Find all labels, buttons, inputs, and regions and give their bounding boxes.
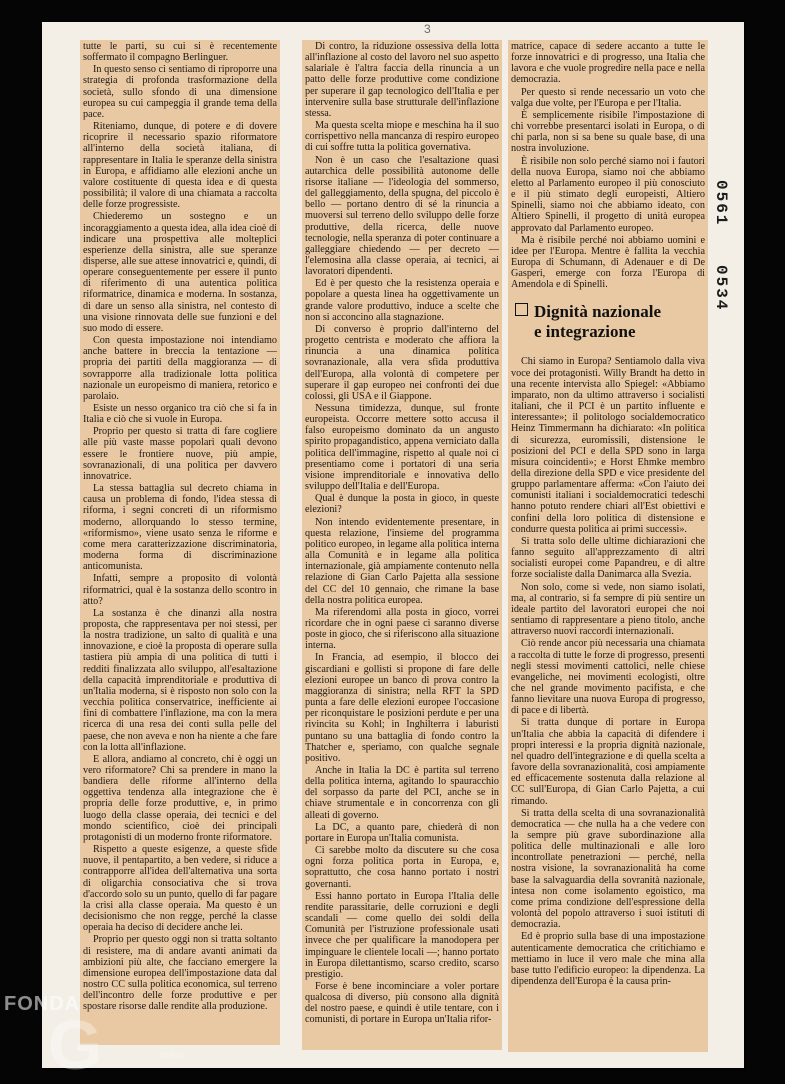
article-paragraph: tutte le parti, su cui si è recentemente soffermato il compagno Berlinguer. <box>83 41 277 64</box>
article-paragraph: Ma è risibile perché noi abbiamo uomini e idee per l'Europa. Mentre è fallita la vecchia Europa di Schumann, di Adenauer e di De Gasperi, emerge con forza l'Europa di Amendola e di Spinelli. <box>511 234 705 291</box>
article-paragraph: Anche in Italia la DC è partita sul terreno della politica interna, agitando lo spauracchio del sorpasso da parte del PCI, anche se in chiave strumentale e in concorrenza con gli alleati di governo. <box>305 765 499 821</box>
article-paragraph: Ci sarebbe molto da discutere su che cosa ogni forza politica porta in Europa, e, soprattutto, che cosa hanno portato i nostri governanti. <box>305 845 499 890</box>
article-paragraph: È semplicemente risibile l'impostazione di chi vorrebbe presentarci isolati in Europa, o di chi parla, non si sa bene su quale base, di una nostra involuzione. <box>511 109 705 155</box>
article-column-2 <box>302 40 502 1050</box>
article-paragraph: Ma riferendomi alla posta in gioco, vorrei ricordare che in ogni paese ci saranno diverse poste in gioco, che si riferiscono alla situazione interna. <box>305 606 499 652</box>
article-column-3 <box>508 40 708 1052</box>
newspaper-clipping-sheet <box>42 22 744 1068</box>
article-paragraph: Essi hanno portato in Europa l'Italia delle rendite parassitarie, delle corruzioni e degli scandali — come quello dei soldi della Comunità per l'istruzione professionale usati invece che per qualificare la manodopera per impinguare le clientele locali —; hanno portato in Europa dilettantismo, scarso credito, scarso prestigio. <box>305 890 499 980</box>
heading-line-2: e integrazione <box>534 322 636 342</box>
heading-box-icon <box>515 303 528 316</box>
archive-stamp-number: 0561 <box>712 180 730 227</box>
watermark-logo-text: FONDA <box>4 993 81 1015</box>
archive-stamp-number: 0534 <box>712 265 730 312</box>
article-paragraph: Infatti, sempre a proposito di volontà riformatrici, qual è la sostanza dello scontro in atto? <box>83 573 277 607</box>
article-paragraph: Si tratta dunque di portare in Europa un'Italia che abbia la capacità di difendere i propri interessi e la propria dignità nazionale, nel quadro dell'integrazione e di quella scelta a favore della sovranazionalità, così ampiamente ed efficacemente sostenuta dalla relazione al CC sull'Europa, di Gian Carlo Pajetta, a cui rimando. <box>511 717 705 807</box>
article-paragraph: Ed è per questo che la resistenza operaia e popolare a questa linea ha oggettivamente un grande valore produttivo, induce a scelte che non si acconcino alla stagnazione. <box>305 278 499 323</box>
article-paragraph: Nessuna timidezza, dunque, sul fronte europeista. Occorre mettere sotto accusa il falso europeismo dominato da un angusto spirito propagandistico, appena verniciato dalla politica dell'immagine, rispetto al quale noi ci presentiamo come i portatori di una seria visione imprenditoriale e innovativa dello sviluppo dell'Italia e dell'Europa. <box>305 403 499 493</box>
article-paragraph: Ma questa scelta miope e meschina ha il suo corrispettivo nella mancanza di respiro europeo di cui soffre tutta la politica governativa. <box>305 120 499 154</box>
article-paragraph: È risibile non solo perché siamo noi i fautori della nuova Europa, siamo noi che abbiamo eletto al Parlamento europeo il più conosciuto e il più stimato degli europeisti, Altiero Spinelli, siamo noi che abbiamo ideato, con Altiero Spinelli, il progetto di unità europea approvato dal Parlamento europeo. <box>511 155 705 234</box>
article-paragraph: In questo senso ci sentiamo di riproporre una strategia di profonda trasformazione della società, sullo sfondo di una dimensione europea su cui campeggia il grande tema della pace. <box>83 64 277 120</box>
article-paragraph: Chi siamo in Europa? Sentiamolo dalla viva voce dei protagonisti. Willy Brandt ha detto in una recente intervista allo Spiegel: «Abbiamo imparato, non da ultimo attraverso i socialisti italiani, che il PCI è un partito influente e interessante»; il politologo socialdemocratico Heinz Timmermann ha dichiarato: «In politica di sicurezza, euromissili, distensione le posizioni del PCI e della SPD sono in larga misura coincidenti»; e Horst Ehmke membro della direzione della SPD e vice presidente del gruppo parlamentare afferma: «Con l'aiuto dei comunisti italiani i socialdemocratici tedeschi hanno potuto rendere chiari all'Est obiettivi e confini della loro politica di distensione e condurre questa politica ai primi successi». <box>511 356 705 535</box>
article-paragraph: Per questo si rende necessario un voto che valga due volte, per l'Europa e per l'Italia. <box>511 86 705 109</box>
watermark-logo-letter: G <box>48 1006 103 1084</box>
article-paragraph: La sostanza è che dinanzi alla nostra proposta, che rappresentava per noi stessi, per la nostra tradizione, un salto di qualità e una innovazione, e cioè la proposta di operare sulla tastiera più ampia di una politica di tutti i redditi finalizzata allo sviluppo, all'esaltazione della capacità imprenditoriale e produttiva di un'Italia moderna, si è risposto non solo con la vecchia politica conservatrice, inefficiente ai fini di combattere l'inflazione, ma con la mera ricerca di una resa dei conti sulla pelle del paese, che non aveva e non ha niente a che fare con la lotta all'inflazione. <box>83 607 277 753</box>
article-paragraph: Chiederemo un sostegno e un incoraggiamento a questa idea, alla idea cioè di indicare una prospettiva alle molteplici esperienze della sinistra, alle sue speranze disperse, alle sue attese innovatrici e, quindi, di operare conseguentemente per essere il punto di riferimento di una autentica politica riformatrice, dinamica e moderna. In sostanza, di dare un senso alla sinistra, nel contesto di una visione rinnovata delle sue funzioni e del suo modo di essere. <box>83 211 277 334</box>
article-paragraph: Di converso è proprio dall'interno del progetto centrista e moderato che affiora la rinuncia a una dinamica politica sovranazionale, alla vera sfida produttiva dell'Europa, alla volontà di competere per superare il gap europeo nei confronti dei due colossi, gli USA e il Giappone. <box>305 323 499 402</box>
article-paragraph: E allora, andiamo al concreto, chi è oggi un vero riformatore? Chi sa prendere in mano la bandiera delle riforme all'interno della oggettiva tendenza alla integrazione che è propria delle forze produttive, e, in primo luogo della classe operaia, dei tecnici e del mondo scientifico, cioè dei principali protagonisti di un moderno fronte riformatore. <box>83 753 277 843</box>
article-paragraph: Di contro, la riduzione ossessiva della lotta all'inflazione al costo del lavoro nel suo aspetto salariale è l'altra faccia della rinuncia a un patto delle forze produttive come condizione per superare il gap tecnologico dell'Italia e per intervenire sulla base strutturale dell'inflazione stessa. <box>305 41 499 119</box>
article-paragraph: Non è un caso che l'esaltazione quasi autarchica delle possibilità autonome delle risorse italiane — l'ideologia del sommerso, del galleggiamento, della spugna, del piccolo è bello — portano dentro di sé la rinuncia a muoversi sul terreno dello sviluppo delle forze produttive, della ricerca, delle nuove tecnologie, nella speranza di poter continuare a galleggiare chiedendo — per decreto — l'elemosina alla classe operaia, ai tecnici, ai lavoratori dipendenti. <box>305 154 499 278</box>
article-paragraph: Esiste un nesso organico tra ciò che si fa in Italia e ciò che si vuole in Europa. <box>83 403 277 426</box>
watermark-subtext: onlus <box>160 1050 184 1061</box>
article-paragraph: Qual è dunque la posta in gioco, in queste elezioni? <box>305 493 499 516</box>
section-heading <box>511 302 705 342</box>
article-paragraph: In Francia, ad esempio, il blocco dei giscardiani e gollisti si propone di fare delle elezioni europee un banco di prova contro la maggioranza di sinistra; nella RFT la SPD punta a fare delle elezioni europee l'occasione per riconquistare le posizioni perdute e per una rivincita su Kohl; in Inghilterra i laburisti puntano su una battaglia di fondo contro la Thatcher e, speriamo, con qualche segnale positivo. <box>305 652 499 764</box>
article-paragraph: Si tratta solo delle ultime dichiarazioni che fanno seguito all'apprezzamento di altri socialisti europei come Papandreu, e di altre forze socialiste dalla Danimarca alla Svezia. <box>511 535 705 581</box>
article-column-1 <box>80 40 280 1045</box>
article-paragraph: matrice, capace di sedere accanto a tutte le forze innovatrici e di progresso, una Italia che lavora e che vuole progredire nella pace e nella democrazia. <box>511 41 705 86</box>
column-3-top-text <box>511 41 705 290</box>
article-paragraph: Non solo, come si vede, non siamo isolati, ma, al contrario, si fa sempre di più sentire un ideale partito del lavoratori europei che noi sentiamo di rappresentare a pieno titolo, anche attraverso nuovi raccordi internazionali. <box>511 581 705 638</box>
pencil-page-number: 3 <box>424 22 431 36</box>
article-paragraph: Rispetto a queste esigenze, a queste sfide nuove, il pentapartito, a ben vedere, si riduce a contrapporre all'idea dell'alternativa una sorta di oligarchia consociativa che si trova d'accordo solo su un punto, quello di far pagare la crisi alla classe operaia. Ma questo è un decisionismo che non regge, perché la classe operaia ha deciso di decidere anche lei. <box>83 844 277 934</box>
article-paragraph: Ciò rende ancor più necessaria una chiamata a raccolta di tutte le forze di progresso, presenti negli stessi movimenti cattolici, nelle chiese evangeliche, nei movimenti ecologisti, oltre che nel grande movimento pacifista, e che fanno lievitare una nuova Europa di progresso, di pace e di libertà. <box>511 638 705 717</box>
article-paragraph: Ed è proprio sulla base di una impostazione autenticamente democratica che critichiamo e mettiamo in luce il vero male che mina alla base tutto l'edificio europeo: la dipendenza. La dipendenza dell'Europa è la causa prin- <box>511 931 705 988</box>
article-paragraph: Proprio per questo si tratta di fare cogliere alle più vaste masse popolari quali devono essere le frontiere nuove, più ampie, sovranazionali, di una politica per davvero innovatrice. <box>83 426 277 482</box>
article-paragraph: Riteniamo, dunque, di potere e di dovere ricoprire il necessario spazio riformatore all'interno della società italiana, di rappresentare in Italia le speranze della sinistra in Europa, e affidiamo alle elezioni anche un valore costituente di questa idea e di questa possibilità; il valore di una chiamata a raccolta delle forze progressiste. <box>83 121 277 211</box>
article-paragraph: Forse è bene incominciare a voler portare qualcosa di diverso, più consono alla dignità del nostro paese, e quindi è utile tentare, con i comunisti, di portare in Europa un'Italia rifor- <box>305 980 499 1026</box>
article-paragraph: Non intendo evidentemente presentare, in questa relazione, l'insieme del programma politico europeo, in legame alla politica interna alla Comunità e in legame alla politica internazionale, già ampiamente contenuto nella relazione di Gian Carlo Pajetta alla sessione del CC del 10 gennaio, che rimane la base della nostra politica europea. <box>305 516 499 606</box>
article-paragraph: La DC, a quanto pare, chiederà di non portare in Europa un'Italia comunista. <box>305 821 499 844</box>
article-paragraph: Proprio per questo oggi non si tratta soltanto di resistere, ma di andare avanti animati da ambizioni più alte, che facciano emergere la dimensione europea dell'impostazione data dal nostro CC sulla politica economica, sul terreno dell'incontro delle forze produttive e per spostare risorse dalle rendite alla produzione. <box>83 934 277 1013</box>
column-3-bottom-text <box>511 356 705 987</box>
article-paragraph: Con questa impostazione noi intendiamo anche battere in breccia la tentazione — propria dei partiti della maggioranza — di sovrapporre alla tradizionale lotta politica nazionale un europeismo di maniera, retorico e parolaio. <box>83 335 277 402</box>
article-paragraph: La stessa battaglia sul decreto chiama in causa un problema di fondo, l'idea stessa di riforma, i segni concreti di un riformismo moderno, allorquando lo stesso termine, «riformismo», viene usato senza le riforme e come mera caratterizzazione discriminatoria, moderna forma di discriminazione anticomunista. <box>83 483 277 573</box>
heading-line-1: Dignità nazionale <box>534 302 662 322</box>
article-paragraph: Si tratta della scelta di una sovranazionalità democratica — che nulla ha a che vedere con la sempre più grave subordinazione alla politica delle multinazionali e alle loro incontrollate penetrazioni — perché, nella nostra visione, la sovranazionalità ha come base la salvaguardia della sovranità nazionale, intesa non come isolamento egoistico, ma come prima condizione dell'espressione della volontà del popolo attraverso i suoi istituti di democrazia. <box>511 807 705 931</box>
